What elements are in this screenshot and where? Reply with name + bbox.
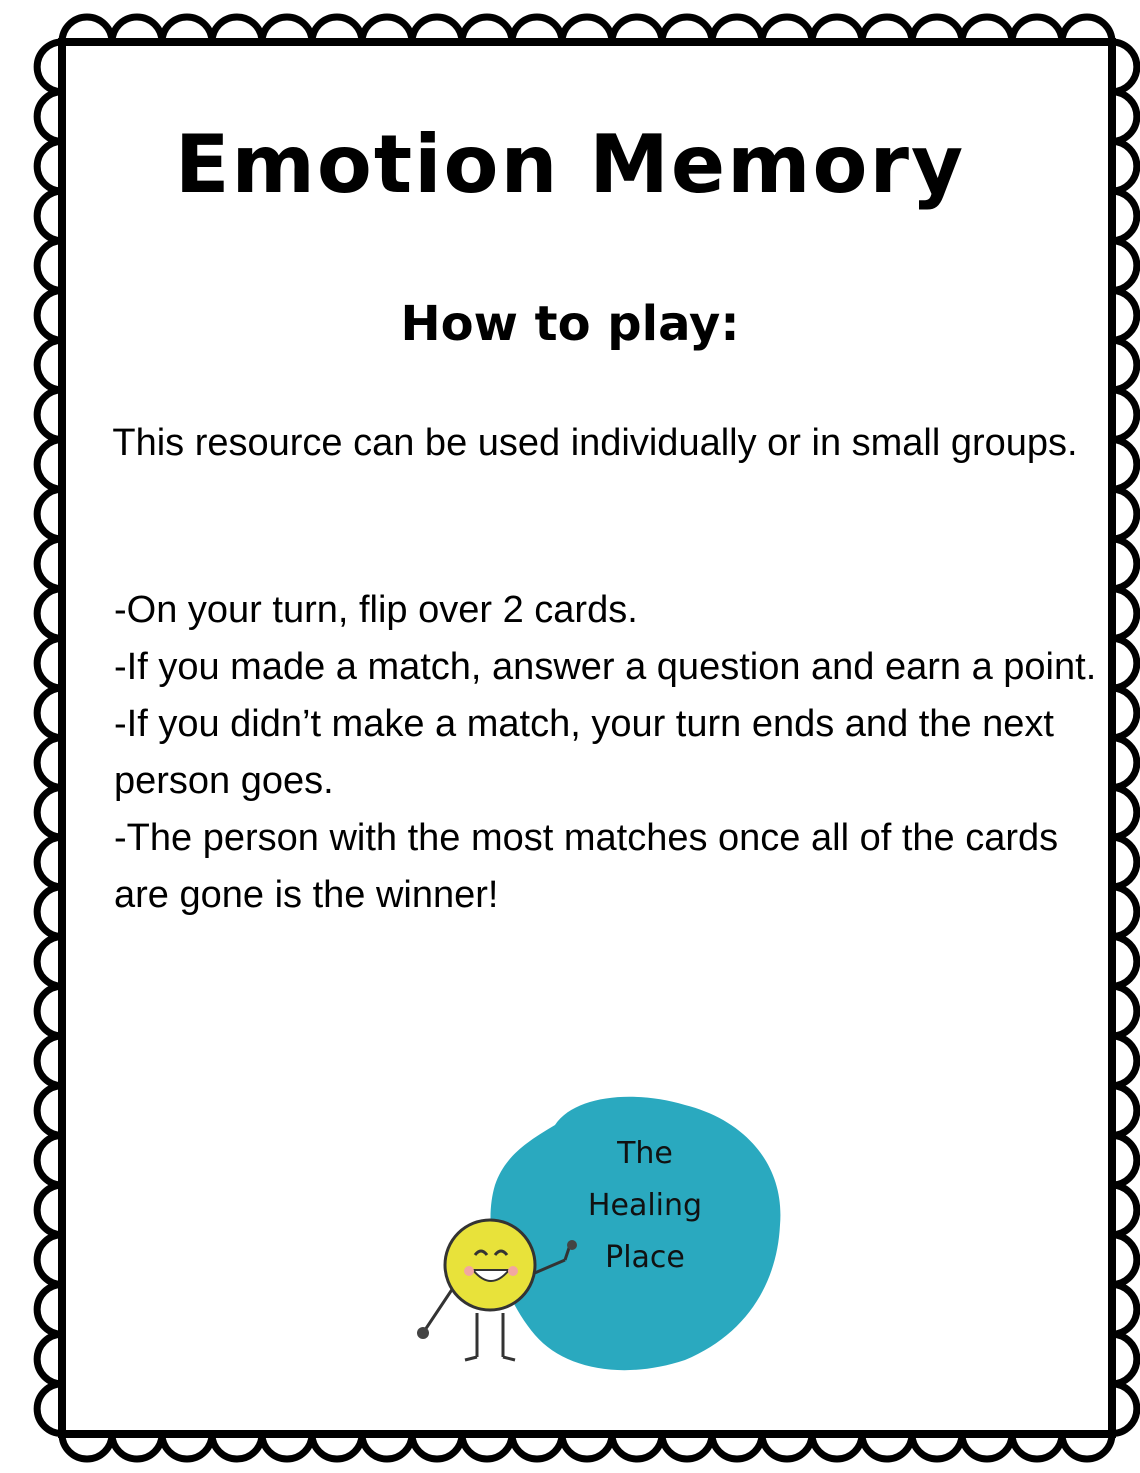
page-title: Emotion Memory	[174, 118, 966, 211]
rule-item: -If you didn’t make a match, your turn ends and the next person goes.	[114, 703, 1054, 802]
rule-item: -On your turn, flip over 2 cards.	[114, 589, 638, 631]
logo-text-the: The	[617, 1136, 673, 1171]
how-to-play-heading: How to play:	[400, 296, 740, 352]
logo-text-healing: Healing	[587, 1188, 703, 1223]
logo-text-place: Place	[605, 1240, 685, 1275]
rule-item: -The person with the most matches once all of the cards are gone is the winner!	[114, 817, 1059, 916]
rules-list	[114, 582, 1099, 924]
intro-paragraph: This resource can be used individually or in small groups.	[112, 422, 1078, 464]
healing-place-logo	[405, 1085, 805, 1385]
rule-item: -If you made a match, answer a question and earn a point.	[114, 646, 1097, 688]
